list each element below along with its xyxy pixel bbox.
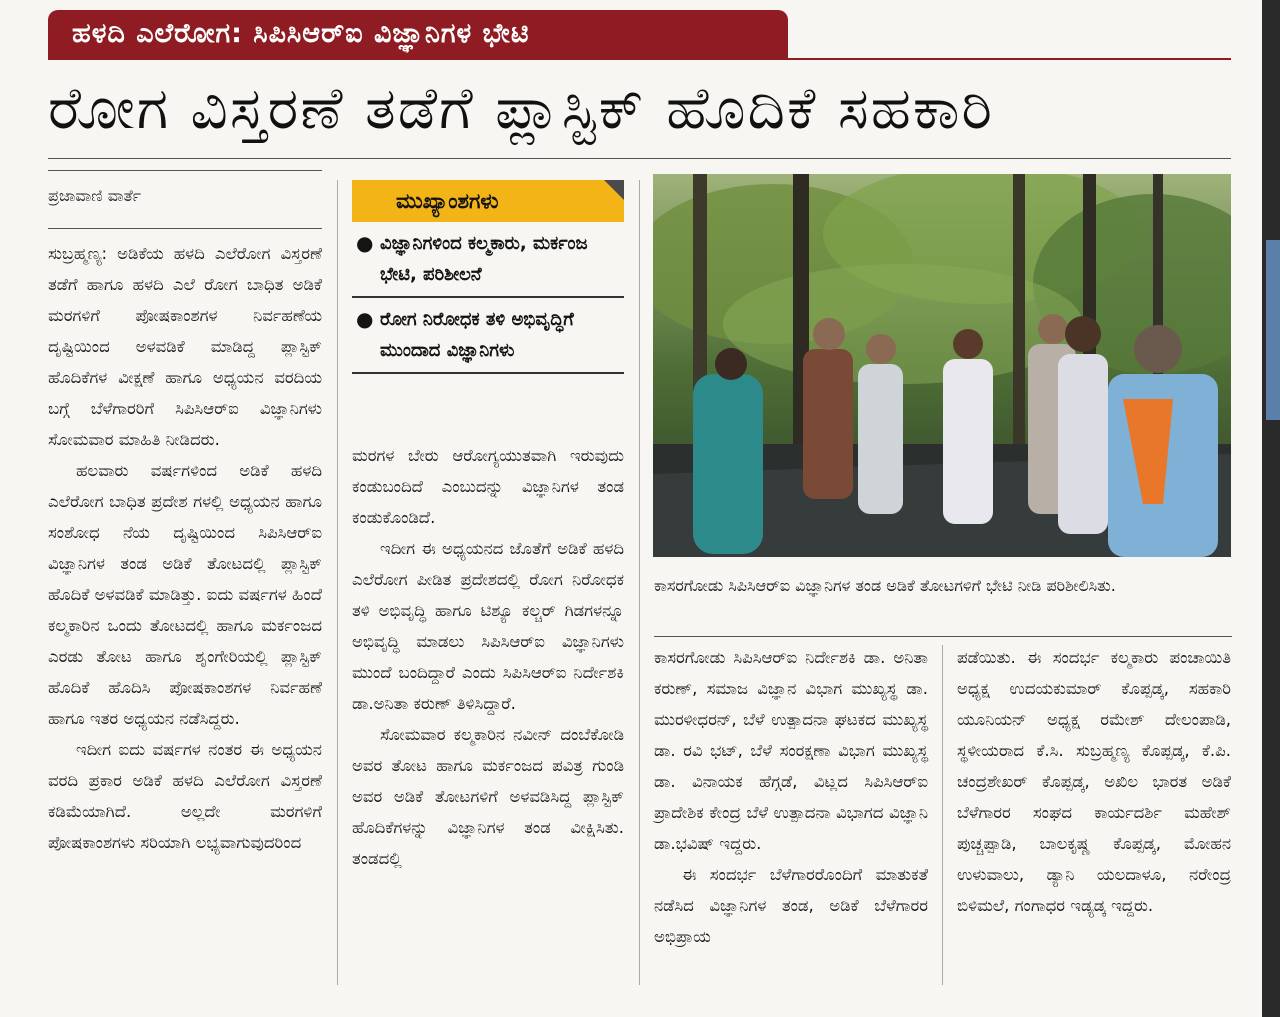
page-edge xyxy=(1262,0,1280,1017)
highlight-text: ರೋಗ ನಿರೋಧಕ ತಳಿ ಅಭಿವೃದ್ಧಿಗೆ ಮುಂದಾದ ವಿಜ್ಞಾನಿಗಳು xyxy=(380,309,574,361)
paragraph: ಸೋಮವಾರ ಕಲ್ಮಕಾರಿನ ನವೀನ್ ದಂಬೆಕೋಡಿ ಅವರ ತೋಟ ಹಾಗೂ ಮರ್ಕಂಜದ ಪವಿತ್ರ ಗುಂಡಿ ಅವರ ಅಡಿಕೆ ತೋಟಗಳಿಗೆ ಅಳವಡಿಸಿದ್ದ ಪ್ಲಾಸ್ಟಿಕ್ ಹೊದಿಕೆಗಳನ್ನು ವಿಜ್ಞಾನಿಗಳ ತಂಡ ವೀಕ್ಷಿಸಿತು. ತಂಡದಲ್ಲಿ xyxy=(352,725,624,868)
page-edge-strip xyxy=(1266,240,1280,420)
photo-illustration xyxy=(653,174,1231,557)
highlight-item xyxy=(352,222,624,298)
article-column-4 xyxy=(957,642,1231,921)
bullet-icon: ● xyxy=(356,307,374,331)
kicker-rule xyxy=(48,58,1231,60)
article-column-3 xyxy=(654,642,928,952)
highlight-item xyxy=(352,298,624,374)
caption-rule xyxy=(654,636,1232,637)
highlights-title xyxy=(352,180,624,222)
section-kicker: ಹಳದಿ ಎಲೆರೋಗ: ಸಿಪಿಸಿಆರ್‌ಐ ವಿಜ್ಞಾನಿಗಳ ಭೇಟಿ xyxy=(48,10,788,58)
paragraph: ಇದೀಗ ಈ ಅಧ್ಯಯನದ ಜೊತೆಗೆ ಅಡಿಕೆ ಹಳದಿ ಎಲೆರೋಗ ಪೀಡಿತ ಪ್ರದೇಶದಲ್ಲಿ ರೋಗ ನಿರೋಧಕ ತಳಿ ಅಭಿವೃದ್ಧಿ ಹಾಗೂ ಟಿಶ್ಯೂ ಕಲ್ಚರ್ ಗಿಡಗಳನ್ನೂ ಅಭಿವೃದ್ಧಿ ಮಾಡಲು ಸಿಪಿಸಿಆರ್‌ಐ ವಿಜ್ಞಾನಿಗಳು ಮುಂದೆ ಬಂದಿದ್ದಾರೆ ಎಂದು ಸಿಪಿಸಿಆರ್‌ಐ ನಿರ್ದೇಶಕಿ ಡಾ.ಅನಿತಾ ಕರುಣ್ ತಿಳಿಸಿದ್ದಾರೆ. xyxy=(352,539,624,713)
paragraph: ಮರಗಳ ಬೇರು ಆರೋಗ್ಯಯುತವಾಗಿ ಇರುವುದು ಕಂಡುಬಂದಿದೆ ಎಂಬುದನ್ನು ವಿಜ್ಞಾನಿಗಳ ತಂಡ ಕಂಡುಕೊಂಡಿದೆ. xyxy=(352,446,624,527)
corner-fold-icon xyxy=(604,180,624,200)
byline-bottom-rule xyxy=(48,228,322,229)
paragraph: ಈ ಸಂದರ್ಭ ಬೆಳೆಗಾರರೊಂದಿಗೆ ಮಾತುಕತೆ ನಡೆಸಿದ ವಿಜ್ಞಾನಿಗಳ ತಂಡ, ಅಡಿಕೆ ಬೆಳೆಗಾರರ ಅಭಿಪ್ರಾಯ xyxy=(654,865,928,946)
headline-rule xyxy=(48,158,1231,159)
headline: ರೋಗ ವಿಸ್ತರಣೆ ತಡೆಗೆ ಪ್ಲಾಸ್ಟಿಕ್ ಹೊದಿಕೆ ಸಹಕಾರಿ xyxy=(48,74,995,142)
highlight-text: ವಿಜ್ಞಾನಿಗಳಿಂದ ಕಲ್ಮಕಾರು, ಮರ್ಕಂಜ ಭೇಟಿ, ಪರಿಶೀಲನೆ xyxy=(380,233,588,285)
highlights-title-text: ಮುಖ್ಯಾಂಶಗಳು xyxy=(396,189,499,213)
byline-top-rule xyxy=(48,170,322,171)
news-photo xyxy=(653,174,1231,557)
bullet-icon: ● xyxy=(356,231,374,255)
paragraph: ಪಡೆಯಿತು. ಈ ಸಂದರ್ಭ ಕಲ್ಮಕಾರು ಪಂಚಾಯಿತಿ ಅಧ್ಯಕ್ಷ ಉದಯಕುಮಾರ್ ಕೊಪ್ಪಡ್ಕ, ಸಹಕಾರಿ ಯೂನಿಯನ್ ಅಧ್ಯಕ್ಷ ರಮೇಶ್ ದೇಲಂಪಾಡಿ, ಸ್ಥಳೀಯರಾದ ಕೆ.ಸಿ. ಸುಬ್ರಹ್ಮಣ್ಯ ಕೊಪ್ಪಡ್ಕ, ಕೆ.ಪಿ. ಚಂದ್ರಶೇಖರ್ ಕೊಪ್ಪಡ್ಕ, ಅಖಿಲ ಭಾರತ ಅಡಿಕೆ ಬೆಳೆಗಾರರ ಸಂಘದ ಕಾರ್ಯದರ್ಶಿ ಮಹೇಶ್ ಪುಚ್ಚಪ್ಪಾಡಿ, ಬಾಲಕೃಷ್ಣ ಕೊಪ್ಪಡ್ಕ, ಮೋಹನ ಉಳುವಾಲು, ಡ್ಯಾನಿ ಯಲದಾಳೂ, ನರೇಂದ್ರ ಬಿಳಿಮಲೆ, ಗಂಗಾಧರ ಇಡ್ಯಡ್ಕ ಇದ್ದರು. xyxy=(957,648,1231,915)
paragraph: ಸುಬ್ರಹ್ಮಣ್ಯ: ಅಡಿಕೆಯ ಹಳದಿ ಎಲೆರೋಗ ವಿಸ್ತರಣೆ ತಡೆಗೆ ಹಾಗೂ ಹಳದಿ ಎಲೆ ರೋಗ ಬಾಧಿತ ಅಡಿಕೆ ಮರಗಳಿಗೆ ಪೋಷಕಾಂಶಗಳ ನಿರ್ವಹಣೆಯ ದೃಷ್ಟಿಯಿಂದ ಅಳವಡಿಕೆ ಮಾಡಿದ್ದ ಪ್ಲಾಸ್ಟಿಕ್ ಹೊದಿಕೆಗಳ ವೀಕ್ಷಣೆ ಹಾಗೂ ಅಧ್ಯಯನ ವರದಿಯ ಬಗ್ಗೆ ಬೆಳೆಗಾರರಿಗೆ ಸಿಪಿಸಿಆರ್‌ಐ ವಿಜ್ಞಾನಿಗಳು ಸೋಮವಾರ ಮಾಹಿತಿ ನೀಡಿದರು. xyxy=(48,244,322,449)
article-column-2 xyxy=(352,440,624,874)
paragraph: ಹಲವಾರು ವರ್ಷಗಳಿಂದ ಅಡಿಕೆ ಹಳದಿ ಎಲೆರೋಗ ಬಾಧಿತ ಪ್ರದೇಶ ಗಳಲ್ಲಿ ಅಧ್ಯಯನ ಹಾಗೂ ಸಂಶೋಧ ನೆಯ ದೃಷ್ಟಿಯಿಂದ ಸಿಪಿಸಿಆರ್‌ಐ ವಿಜ್ಞಾನಿಗಳ ತಂಡ ಅಡಿಕೆ ತೋಟದಲ್ಲಿ ಪ್ಲಾಸ್ಟಿಕ್ ಹೊದಿಕೆ ಅಳವಡಿಕೆ ಮಾಡಿತ್ತು. ಐದು ವರ್ಷಗಳ ಹಿಂದೆ ಕಲ್ಮಕಾರಿನ ಒಂದು ತೋಟದಲ್ಲಿ ಹಾಗೂ ಮರ್ಕಂಜದ ಎರಡು ತೋಟ ಹಾಗೂ ಶೃಂಗೇರಿಯಲ್ಲಿ ಪ್ಲಾಸ್ಟಿಕ್ ಹೊದಿಕೆ ಹೊದಿಸಿ ಪೋಷಕಾಂಶಗಳ ನಿರ್ವಹಣೆ ಹಾಗೂ ಇತರ ಅಧ್ಯಯನ ನಡೆಸಿದ್ದರು. xyxy=(48,461,322,728)
article-column-1 xyxy=(48,238,322,858)
column-divider xyxy=(942,645,943,985)
paragraph: ಕಾಸರಗೋಡು ಸಿಪಿಸಿಆರ್‌ಐ ನಿರ್ದೇಶಕಿ ಡಾ. ಅನಿತಾ ಕರುಣ್, ಸಮಾಜ ವಿಜ್ಞಾನ ವಿಭಾಗ ಮುಖ್ಯಸ್ಥ ಡಾ. ಮುರಳೀಧರನ್, ಬೆಳೆ ಉತ್ಪಾದನಾ ಘಟಕದ ಮುಖ್ಯಸ್ಥ ಡಾ. ರವಿ ಭಟ್, ಬೆಳೆ ಸಂರಕ್ಷಣಾ ವಿಭಾಗ ಮುಖ್ಯಸ್ಥ ಡಾ. ವಿನಾಯಕ ಹೆಗ್ಗಡೆ, ವಿಟ್ಲದ ಸಿಪಿಸಿಆರ್‌ಐ ಪ್ರಾದೇಶಿಕ ಕೇಂದ್ರ ಬೆಳೆ ಉತ್ಪಾದನಾ ವಿಭಾಗದ ವಿಜ್ಞಾನಿ ಡಾ.ಭವಿಷ್ ಇದ್ದರು. xyxy=(654,648,928,853)
column-divider xyxy=(639,180,640,985)
byline: ಪ್ರಜಾವಾಣಿ ವಾರ್ತೆ xyxy=(48,186,142,205)
paragraph: ಇದೀಗ ಐದು ವರ್ಷಗಳ ನಂತರ ಈ ಅಧ್ಯಯನ ವರದಿ ಪ್ರಕಾರ ಅಡಿಕೆ ಹಳದಿ ಎಲೆರೋಗ ವಿಸ್ತರಣೆ ಕಡಿಮೆಯಾಗಿದೆ. ಅಲ್ಲದೇ ಮರಗಳಿಗೆ ಪೋಷಕಾಂಶಗಳು ಸರಿಯಾಗಿ ಲಭ್ಯವಾಗುವುದರಿಂದ xyxy=(48,740,322,852)
column-divider xyxy=(337,180,338,985)
highlights-box xyxy=(352,180,624,374)
photo-caption: ಕಾಸರಗೋಡು ಸಿಪಿಸಿಆರ್‌ಐ ವಿಜ್ಞಾನಿಗಳ ತಂಡ ಅಡಿಕೆ ತೋಟಗಳಿಗೆ ಭೇಟಿ ನೀಡಿ ಪರಿಶೀಲಿಸಿತು. xyxy=(654,576,1116,595)
